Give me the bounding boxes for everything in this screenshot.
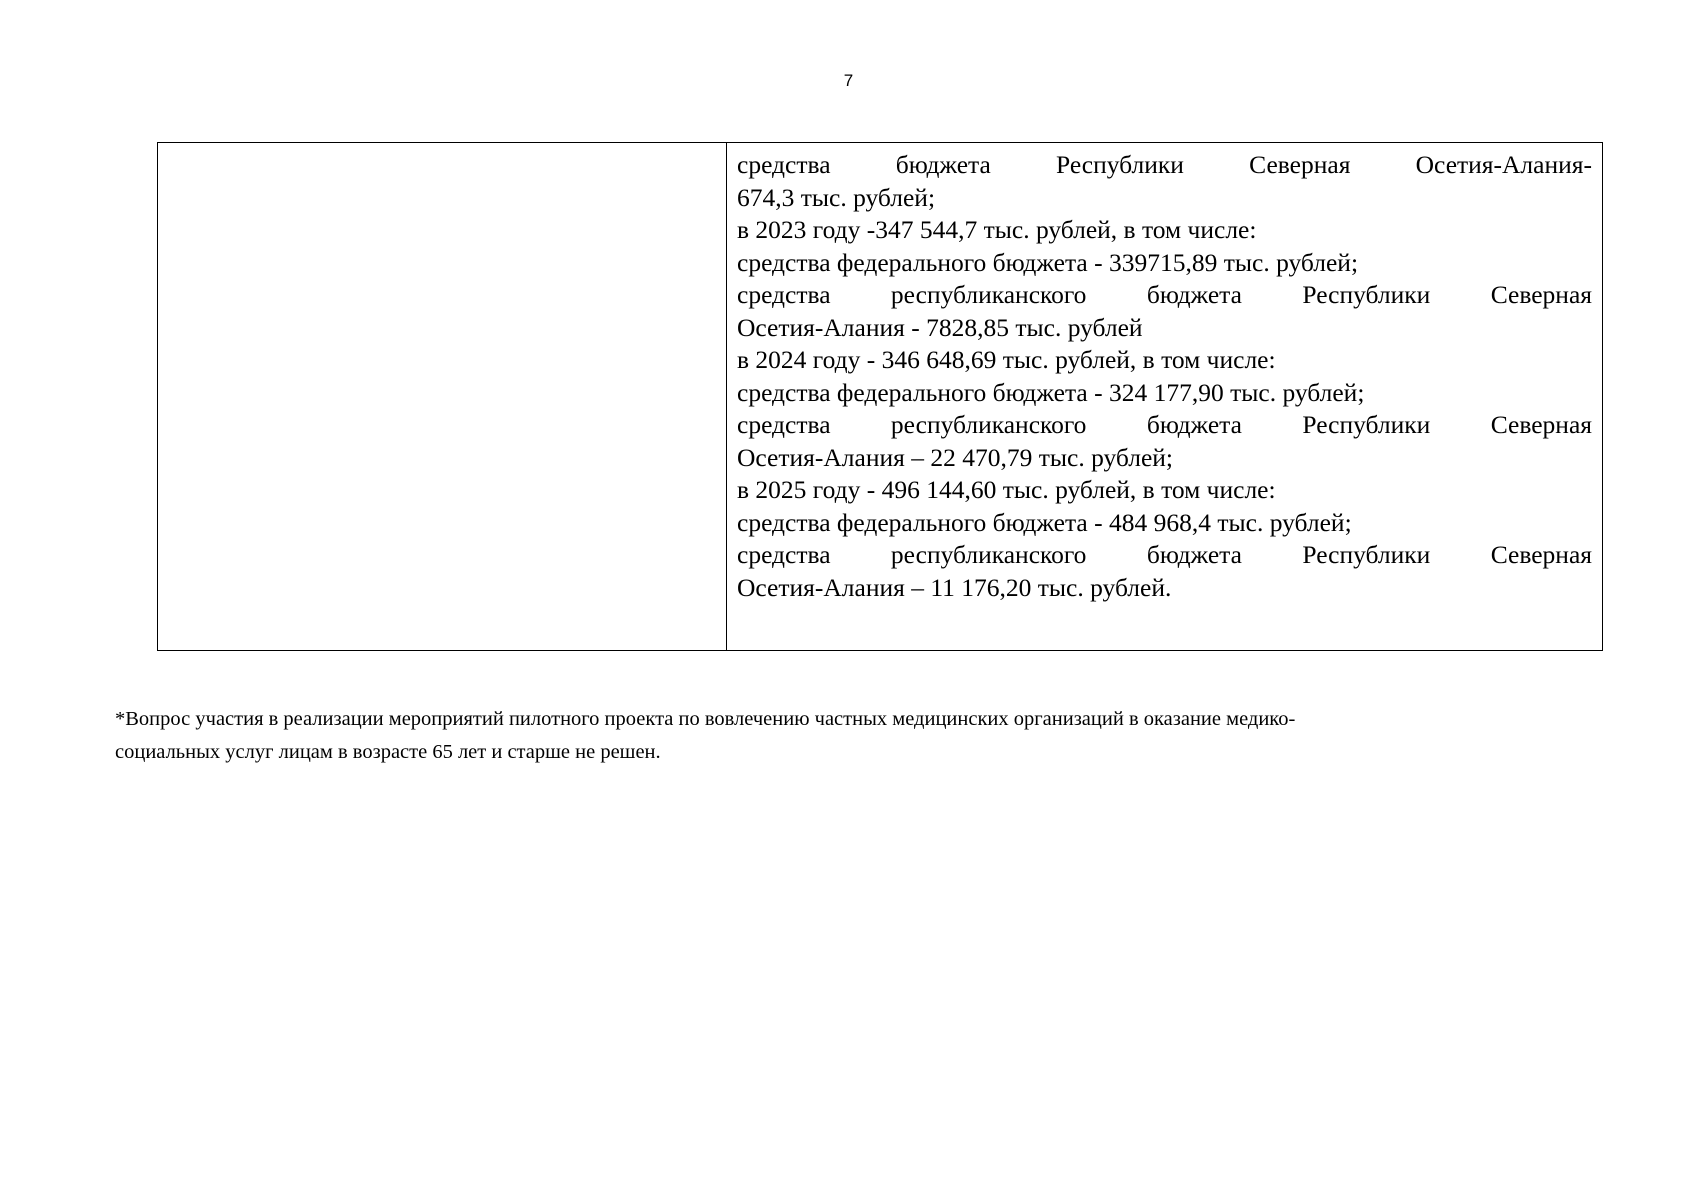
footnote-line: *Вопрос участия в реализации мероприятий пилотного проекта по вовлечению частных медицинских организаций в оказание медико- [115, 708, 1296, 730]
table-text-line: 674,3 тыс. рублей; [737, 182, 936, 212]
table-text-line: Осетия-Алания - 7828,85 тыс. рублей [737, 312, 1143, 342]
table-text-line: в 2025 году - 496 144,60 тыс. рублей, в том числе: [737, 475, 1276, 504]
table-text-line: средства бюджета Республики Северная Осетия-Алания- [737, 150, 1592, 179]
table-text-line: в 2023 году -347 544,7 тыс. рублей, в том числе: [737, 215, 1257, 244]
table-text-line: средства республиканского бюджета Республики Северная [737, 540, 1592, 569]
table-cell-left [158, 143, 727, 650]
table-text-line: средства федерального бюджета - 339715,89 тыс. рублей; [737, 247, 1359, 277]
table-text-line: средства республиканского бюджета Республики Северная [737, 410, 1592, 439]
table-text-line: средства федерального бюджета - 484 968,4 тыс. рублей; [737, 507, 1352, 537]
table-text-line: Осетия-Алания – 11 176,20 тыс. рублей. [737, 572, 1172, 602]
footnote-line: социальных услуг лицам в возрасте 65 лет и старше не решен. [115, 740, 661, 763]
table-cell-right [727, 143, 1602, 650]
footnote [115, 703, 1575, 768]
table-text-line: Осетия-Алания – 22 470,79 тыс. рублей; [737, 442, 1174, 472]
table-text-line: средства республиканского бюджета Республики Северная [737, 280, 1592, 309]
budget-table [157, 142, 1603, 651]
table-text-line: средства федерального бюджета - 324 177,90 тыс. рублей; [737, 377, 1365, 407]
table-text-line: в 2024 году - 346 648,69 тыс. рублей, в том числе: [737, 345, 1276, 374]
page-number: 7 [843, 71, 854, 90]
